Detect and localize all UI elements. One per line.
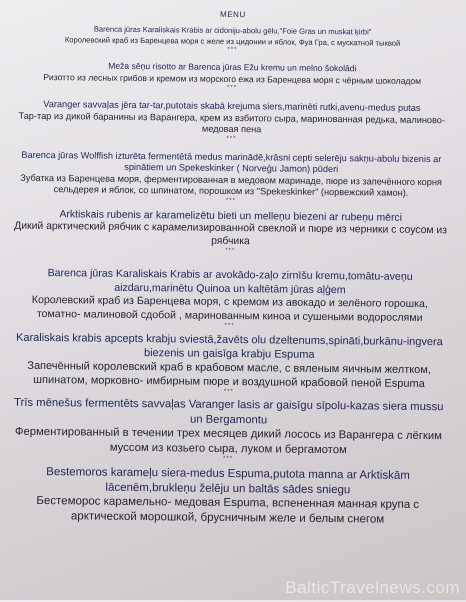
menu-item-9-lv: Bestemoros karameļu siera-medus Espuma,putota manna ar Arktiskām lācenēm,brukleņu želēju un baltās sādes sniegu [46,466,410,496]
separator: *** [225,247,236,255]
separator: *** [225,197,236,204]
separator: *** [224,322,235,330]
menu-item-5 [0,208,464,250]
menu-item-5-ru: Дикий арктический рябчик с карамелизированной свеклой и пюре из черники с соусом из рябчика [14,220,448,247]
menu-item-8-ru: Ферментированный в течении трех месяцев дикий лосось из Варангера с лёгким муссом из козьего сыра, луком и бергамотом [14,425,443,456]
menu-item-7-ru: Запечённый королевский краб в крабовом масле, с вяленым яичным желтком, шпинатом, морковно- имбирным пюре и воздушной крабовой пеной Espuma [27,359,432,391]
menu-item-4 [0,149,464,200]
menu-item-3-ru: Тар-тар из дикой баранины из Варангера, крем из взбитого сыра, маринованная редька, малиново-медовая пена [18,110,446,135]
menu-item-9 [0,465,461,528]
separator: *** [227,84,238,92]
menu-item-6-ru: Королевский краб из Баренцева моря, с кремом из авокадо и зелёного горошка, томатно- малиновой сдобой , маринованным киноа и сушеными водорослями [31,293,428,324]
menu-item-3-lv: Varanger savvaļas jēra tar-tar,putotais skabā krejuma siers,marinēti rutki,avenu-medus putas [43,99,421,113]
menu-item-6-lv: Barenca jūras Karaliskais Krabis ar avokādo-zaļo zirnīšu kremu,tomātu-aveņu aizdaru,marinētu Quinoa un kaltētām jūras aļģem [47,267,413,296]
menu-item-7 [0,331,463,392]
separator: *** [227,46,238,54]
menu-item-7-lv: Karaliskais krabis apcepts krabju sviestā,žavēts olu dzeltenums,spināti,burkānu-ingvera biezenis un gaisīga krabju Espuma [15,331,443,361]
menu-item-6 [0,267,463,326]
separator: *** [223,455,234,463]
menu-item-1-ru: Королевский краб из Баренцева моря с желе из цидонии и яблок, Фуа Гра, с мускатной тыквой [64,35,401,48]
menu-item-4-ru: Зубатка из Баренцева моря, ферментированная в медовом маринаде, пюре из запечённого корня сельдерея и яблок, со шпинатом, порошком из "Spekeskinker" (норвежский хамон). [20,172,442,198]
separator: *** [226,135,237,142]
menu-item-9-ru: Бестеморос карамельно- медовая Espuma, вспененная манная крупа с арктической морошкой, брусничным желе и белым снегом [36,494,420,526]
watermark: BalticTravelnews.com [285,578,460,597]
menu-item-1-lv: Barenca jūras Karaliskais Krabis ar cidoniju-abolu gēlu,"Foie Gras un muskat ķirbi" [93,24,372,37]
menu-item-2-ru: Ризотто из лесных грибов и кремом из морского ежа из Баренцева моря с чёрным шоколадом [43,71,422,86]
menu-item-8 [0,396,462,459]
separator: *** [223,388,234,396]
menu-item-3 [0,99,465,138]
menu-item-5-lv: Arktiskais rubenis ar karamelizētu bieti un melleņu biezeni ar rubeņu mērci [59,208,403,224]
menu-item-8-lv: Trīs mēnešus fermentēts savvaļas Varanger lasis ar gaisīgu sīpolu-kazas siera mussu un Bergamontu [13,396,444,426]
menu-item-2-lv: Meža sēņu risotto ar Barenca jūras Ežu kremu un melno šokolādi [108,60,357,74]
menu-item-2 [0,60,465,88]
menu-title: MENU [220,9,246,20]
menu-item-4-lv: Barenca jūras Wolffish izturēta fermentētā medus marinādē,krāsni cepti selerēju sakņu-abolu bizenis ar spinātiem un Spekeskinker ( Norveģu Jamon) pūderi [21,149,442,175]
